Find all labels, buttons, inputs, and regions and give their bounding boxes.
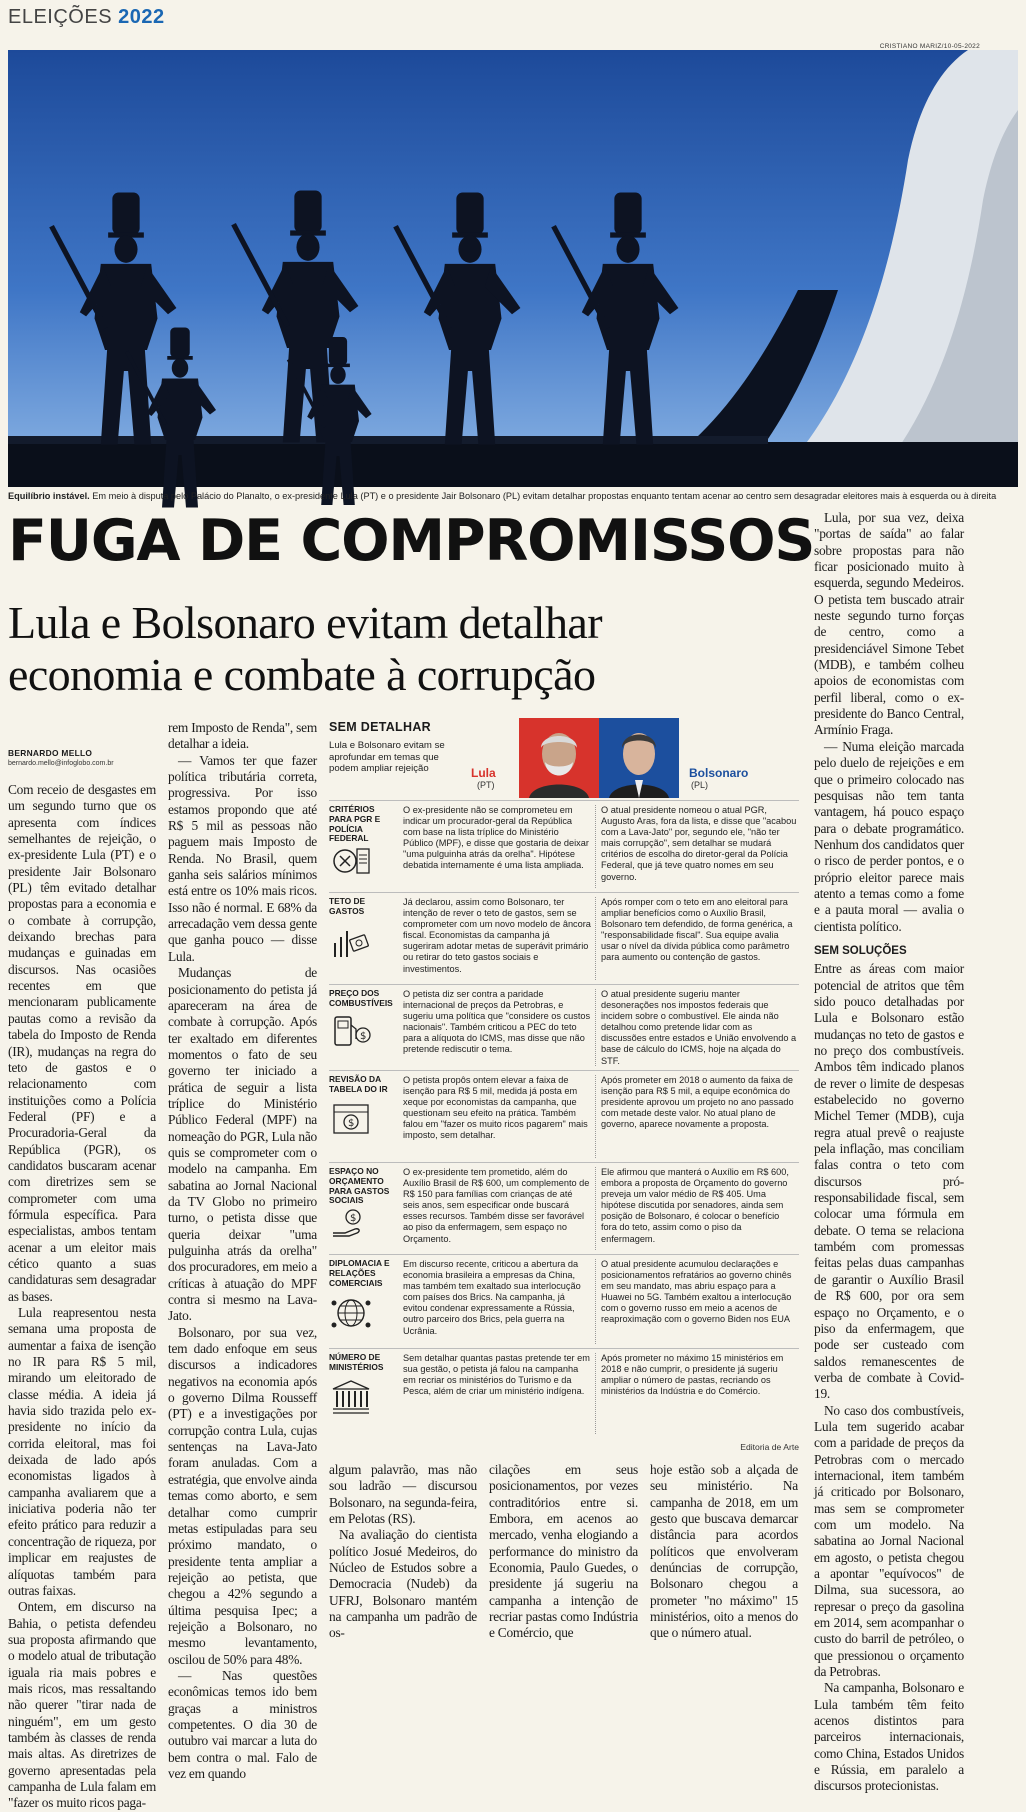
comparison-row (329, 984, 799, 1070)
lula-name: Lula (471, 766, 496, 780)
comparison-row (329, 800, 799, 892)
svg-text:$: $ (350, 1213, 357, 1224)
subsection-heading: SEM SOLUÇÕES (814, 944, 907, 957)
paragraph: Com receio de desgastes em um segundo turno que os apresenta com índices semelhantes de rejeição, o ex-presidente Lula (PT) e o presidente Jair Bolsonaro (PL) têm evitado detalhar propostas para a economia e o combate à corrupção, deixando brechas para mudanças e guinadas em discursos. Nas ocasiões recentes em que mencionaram publicamente pautas como a revisão da tabela do Imposto de Renda (IR), mudanças na regra do teto de gastos e o relacionamento com instituições como a Polícia Federal (PF) e a Procuradoria-Geral da República (PGR), os candidatos buscaram acenar com diretrizes sem se comprometer com uma fórmula específica. Para especialistas, ambos tentam acenar a um eleitor mais cético quanto a suas candidaturas sem desagradar as bases. (8, 782, 156, 1304)
paragraph: Na campanha, Bolsonaro e Lula também têm feito acenos distintos para parceiros internacionais, como China, Estados Unidos e Rússia, em paralelo a discursos protecionistas. (814, 1680, 964, 1794)
paragraph: Na avaliação do cientista político Josué Medeiros, do Núcleo de Estudos sobre a Democracia (Nudeb) da UFRJ, Bolsonaro mantém na campanha um padrão de os- (329, 1527, 477, 1641)
tax-table-icon (331, 1101, 371, 1137)
document-x-icon (331, 843, 371, 879)
article-column-3 (329, 1462, 477, 1662)
article-column-4 (489, 1462, 638, 1662)
bolsonaro-name: Bolsonaro (689, 766, 749, 780)
bolsonaro-position: Ele afirmou que manterá o Auxílio em R$ 600, embora a proposta de Orçamento do governo preveja um valor médio de R$ 405. Uma hipótese discutida por senadores, ainda sem posição de Bolsonaro, é colocar o benefício fora do teto, assim como o piso da enfermagem. (601, 1167, 789, 1244)
row-label: CRITÉRIOS PARA PGR E POLÍCIA FEDERAL (329, 804, 381, 844)
row-divider (595, 897, 596, 980)
lula-position: O ex-presidente tem prometido, além do Auxílio Brasil de R$ 600, um complemento de R$ 150 para famílias com crianças de até seis anos, sem especificar onde buscará esses recursos. Também disse ser favorável ao piso da enfermagem, sem espaço no Orçamento. (403, 1167, 590, 1244)
bolsonaro-party: (PL) (691, 780, 709, 790)
paragraph: Bolsonaro, por sua vez, tem dado enfoque em seus discursos a indicadores negativos na economia após o governo Dilma Rousseff (PT) e a investigações por corrupção contra Lula, cujas sentenças na Lava-Jato foram anuladas. Com a estratégia, que envolve ainda temas como aborto, e sem detalhar como cumprir metas estipuladas para seu próximo mandato, o presidente tenta ampliar a rejeição ao petista, que chegou a 42% segundo a última pesquisa Ipec; a rejeição a Bolsonaro, no mesmo levantamento, oscilou de 50% para 48%. (168, 1324, 317, 1667)
row-label: PREÇO DOS COMBUSTÍVEIS (329, 988, 393, 1008)
bolsonaro-position: O atual presidente sugeriu manter desonerações nos impostos federais que incidem sobre o combustível. Ele ainda não detalhou como pretende lidar com as discussões entre estados e União envolvendo a base de cálculo do ICMS, hoje na alçada do STF. (601, 989, 797, 1066)
paragraph: cilações em seus posicionamentos, por vezes contraditórios entre si. Embora, em acenos ao mercado, venha elogiando a performance do ministro da Economia, Paulo Guedes, o presidente já sugeriu na campanha a intenção de recriar pastas como Indústria e Comércio, que (489, 1462, 638, 1641)
bolsonaro-position: Após prometer no máximo 15 ministérios em 2018 e não cumprir, o presidente já sugeriu ampliar o número de pastas, recriando os ministérios da Indústria e do Comércio. (601, 1353, 784, 1397)
author-email[interactable]: bernardo.mello@infoglobo.com.br (8, 760, 114, 767)
lula-party: (PT) (477, 780, 495, 790)
row-label: TETO DE GASTOS (329, 896, 366, 916)
row-label: REVISÃO DA TABELA DO IR (329, 1074, 388, 1094)
infographic-source: Editoria de Arte (740, 1442, 799, 1452)
row-divider (595, 1075, 596, 1158)
paragraph: — Numa eleição marcada pelo duelo de rejeições e em que o primeiro colocado nas pesquisas não tem tanta vantagem, há pouco espaço para o debate programático. Nenhum dos candidatos quer o risco de perder pontos, e o próprio eleitor parece mais atento a temas como a fome e a pauta moral — avalia o cientista político. (814, 738, 964, 934)
row-divider (595, 1353, 596, 1434)
fuel-pump-icon (331, 1013, 371, 1049)
section-header (8, 6, 165, 29)
paragraph: Lula reapresentou nesta semana uma proposta de aumentar a faixa de isenção no IR para R$ 5 mil, mirando um eleitorado de classe média. A ideia já havia sido trazida pelo ex-presidente no início da corrida eleitoral, mas foi deixada de lado após economistas ligados à campanha avaliarem que a iniciativa poderia não ter efeito prático para reduzir a concentração de riqueza, por implicar em reajustes de alíquotas também para outras faixas. (8, 1305, 156, 1598)
svg-text:$: $ (360, 1031, 367, 1042)
money-chart-icon (331, 925, 371, 961)
globe-network-icon (331, 1295, 371, 1331)
comparison-row (329, 892, 799, 984)
bolsonaro-portrait (599, 718, 679, 798)
subheadline-line1: Lula e Bolsonaro evitam detalhar (8, 597, 602, 648)
subheadline-line2: economia e combate à corrupção (8, 649, 596, 700)
article-column-2 (168, 720, 317, 1781)
paragraph: hoje estão sob a alçada de seu ministério. Na campanha de 2018, em um gesto que buscava demarcar distância para acordos políticos que envolveram denúncias de corrupção, Bolsonaro chegou a prometer "no máximo" 15 ministérios, oito a menos do que o número atual. (650, 1462, 798, 1641)
lead-photo (8, 50, 1018, 487)
byline: BERNARDO MELLO (8, 748, 93, 758)
section-year: 2022 (118, 6, 165, 28)
paragraph: — Vamos ter que fazer política tributária correta, progressiva. Por isso estamos propondo que até R$ 5 mil as pessoas não paguem mais Imposto de Renda. No Brasil, quem ganha seis salários mínimos está entre os 10% mais ricos. Isso não é normal. E 68% da arrecadação vem dessa gente que ganha pouco — disse Lula. (168, 752, 317, 964)
hand-coin-icon (331, 1207, 371, 1243)
bolsonaro-position: Após romper com o teto em ano eleitoral para ampliar benefícios como o Auxílio Brasil, Bolsonaro tem defendido, de forma genérica, a "responsabilidade fiscal". Sua equipe avalia usar o nível da dívida pública como parâmetro para aumento ou contenção de gastos. (601, 897, 793, 963)
comparison-row (329, 1254, 799, 1348)
bolsonaro-position: Após prometer em 2018 o aumento da faixa de isenção para R$ 5 mil, a equipe econômica do presidente aprovou um projeto no ano passado com metade deste valor. No atual plano de governo, aparece novamente a proposta. (601, 1075, 794, 1130)
comparison-row (329, 1162, 799, 1254)
comparison-row (329, 1348, 799, 1438)
lula-position: Sem detalhar quantas pastas pretende ter em sua gestão, o petista já falou na campanha em recriar os ministérios do Turismo e da Pesca, além de criar um ministério indígena. (403, 1353, 590, 1397)
row-divider (595, 1259, 596, 1344)
row-divider (595, 989, 596, 1066)
paragraph: Ontem, em discurso na Bahia, o petista defendeu sua proposta afirmando que o modelo atual de tributação iguala ria mais pobres e mais ricos, mas ressaltando não querer "tirar nada de ninguém", em um gesto também às classes de renda mais altas. As diretrizes de governo apresentadas pela campanha de Lula falam em "fazer os muito ricos paga- (8, 1599, 156, 1811)
row-label: ESPAÇO NO ORÇAMENTO PARA GASTOS SOCIAIS (329, 1166, 390, 1206)
article-column-6 (814, 510, 964, 1794)
lula-portrait (519, 718, 599, 798)
row-label: DIPLOMACIA E RELAÇÕES COMERCIAIS (329, 1258, 390, 1288)
caption-lead: Equilíbrio instável. (8, 491, 90, 501)
paragraph: algum palavrão, mas não sou ladrão — discursou Bolsonaro, na segunda-feira, em Pelotas (RS). (329, 1462, 477, 1527)
lula-position: O petista diz ser contra a paridade internacional de preços da Petrobras, e sugeriu uma política que "considere os custos nacionais". Também criticou a PEC do teto para a alíquota do ICMS, mas disse que não pretende rediscutir o tema. (403, 989, 591, 1055)
paragraph: Mudanças de posicionamento do petista já apareceram na área de combate à corrupção. Após ter exaltado em diferentes momentos o fato de seu governo ter iniciado a prática de seguir a lista tríplice do Ministério Público Federal (MPF) na nomeação do PGR, Lula não quis se comprometer com o modelo na campanha. Em sabatina ao Jornal Nacional da TV Globo no primeiro turno, o petista disse que queria deixar "uma pulguinha atrás da orelha" dos procuradores, em meio a críticas à atuação do MPF contra si mesmo na Lava-Jato. (168, 965, 317, 1324)
lula-position: O ex-presidente não se comprometeu em indicar um procurador-geral da República com base na lista tríplice do Ministério Público (MPF), e disse que gostaria de deixar "uma pulguinha atrás da orelha". Hipótese debatida internamente é uma lista ampliada. (403, 805, 589, 871)
photo-caption (8, 491, 1018, 501)
paragraph: Entre as áreas com maior potencial de atritos que têm sido pouco detalhadas por Lula e Bolsonaro estão mudanças no teto de gastos e no preço dos combustíveis. Ambos têm indicado planos de rever o limite de despesas estabelecido no governo Michel Temer (MDB), cuja regra atual prevê o reajuste pela inflação, mas conciliam falas contra o teto com discursos pró-responsabilidade fiscal, sem colocar uma fórmula em debate. O tema se relaciona também com promessas feitas pelas duas campanhas de garantir o Auxílio Brasil de R$ 600, por ora sem espaço no Orçamento, e o piso da enfermagem, que pode ser custeado com saldos remanescentes de verba de combate à Covid-19. (814, 961, 964, 1402)
comparison-row (329, 1070, 799, 1162)
paragraph: rem Imposto de Renda", sem detalhar a ideia. (168, 720, 317, 752)
paragraph: — Nas questões econômicas temos ido bem graças a ministros competentes. O dia 30 de outubro vai marcar a luta do bem contra o mal. Falo de vez em quando (168, 1667, 317, 1781)
bolsonaro-position: O atual presidente nomeou o atual PGR, Augusto Aras, fora da lista, e disse que "acabou com a Lava-Jato" por, segundo ele, "não ter mais corrupção", sem detalhar se mudará critérios de escolha do diretor-geral da Polícia Federal, que já teve quatro nomes em seu governo. (601, 805, 797, 882)
lula-position: Em discurso recente, criticou a abertura da economia brasileira a empresas da China, mas também tem exaltado sua interlocução com países dos Brics. Na campanha, já evitou condenar expressamente a Rússia, outro parceiro dos Brics, pela guerra na Ucrânia. (403, 1259, 581, 1336)
row-label: NÚMERO DE MINISTÉRIOS (329, 1352, 384, 1372)
paragraph: No caso dos combustíveis, Lula tem sugerido acabar com a paridade de preços da Petrobras com o mercado internacional, item também já criticado por Bolsonaro, mas sem se comprometer com um modelo. Na sabatina ao Jornal Nacional em agosto, o petista chegou a apontar "equívocos" de Dilma, sua sucessora, ao represar o preço da gasolina em 2014, sem acompanhar o custo do barril de petróleo, o que pressionou o orçamento da Petrobras. (814, 1402, 964, 1680)
row-divider (595, 805, 596, 888)
article-column-1 (8, 782, 156, 1811)
section-label: ELEIÇÕES (8, 6, 113, 28)
ministries-building-icon (331, 1379, 371, 1415)
article-column-5 (650, 1462, 798, 1662)
comparison-infographic (329, 718, 799, 1456)
caption-text: Em meio à disputa pelo Palácio do Planalto, o ex-presidente Lula (PT) e o presidente Jair Bolsonaro (PL) evitam detalhar propostas enquanto tentam acenar ao centro sem desagradar eleitores mais à esquerda ou à direita (92, 491, 997, 501)
infographic-description: Lula e Bolsonaro evitam se aprofundar em temas que podem ampliar rejeição (329, 740, 445, 775)
paragraph: Lula, por sua vez, deixa "portas de saída" ao falar sobre propostas para não ficar posicionado muito à esquerda, segundo Medeiros. O petista tem buscado atrair neste segundo turno forças de centro, como a presidenciável Simone Tebet (MDB), e também colheu apoios de economistas com perfil liberal, como o ex-presidente do Banco Central, Armínio Fraga. (814, 510, 964, 738)
photo-credit: CRISTIANO MARIZ/10-05-2022 (879, 43, 980, 50)
lula-position: O petista propôs ontem elevar a faixa de isenção para R$ 5 mil, medida já posta em xeque por economistas da campanha, que questionam seu efeito na prática. Também falou em "fazer os muito ricos pagarem" mais imposto, sem detalhar. (403, 1075, 588, 1141)
bolsonaro-position: O atual presidente acumulou declarações e posicionamentos refratários ao governo chinês em seu mandato, mas abriu espaço para a Huawei no 5G. Também exaltou a interlocução com o governo russo em meio a acenos de reaproximação com o governo Biden nos EUA (601, 1259, 792, 1325)
svg-text:$: $ (348, 1118, 355, 1129)
row-divider (595, 1167, 596, 1250)
lula-position: Já declarou, assim como Bolsonaro, ter intenção de rever o teto de gastos, sem se comprometer com um novo modelo de âncora fiscal. Economistas da campanha já sugeriram adotar metas de superávit primário ou retirar do teto gastos sociais e investimentos. (403, 897, 591, 974)
infographic-title: SEM DETALHAR (329, 720, 431, 734)
headline: FUGA DE COMPROMISSOS (8, 508, 815, 574)
